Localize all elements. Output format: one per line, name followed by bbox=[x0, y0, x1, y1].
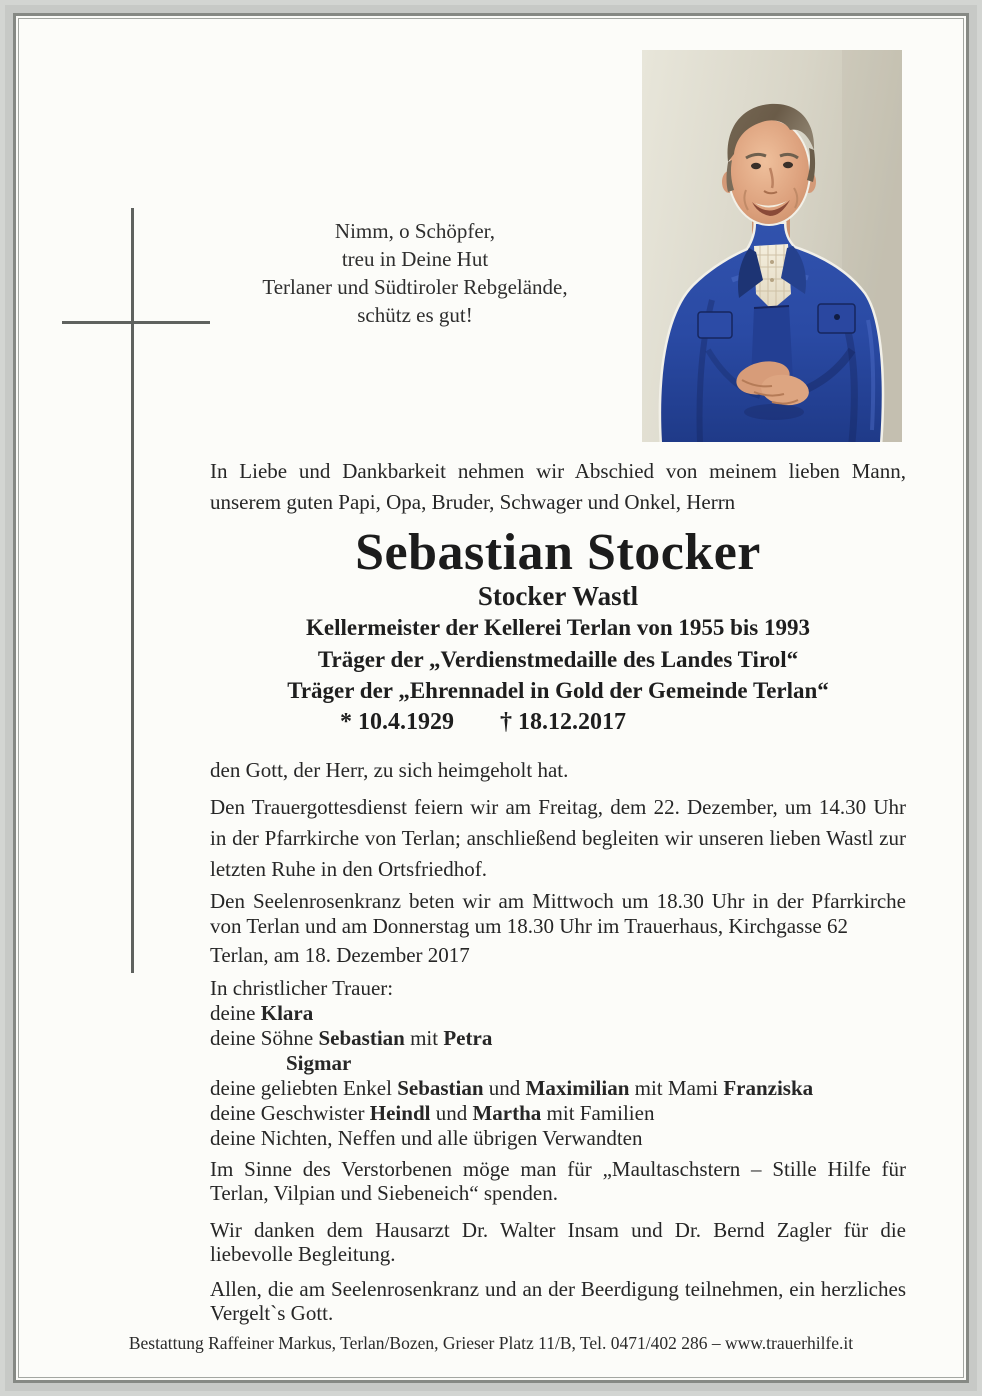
poem-line: treu in Deine Hut bbox=[341, 247, 489, 271]
intro-paragraph: In Liebe und Dankbarkeit nehmen wir Abschied von meinem lieben Mann, unserem guten Papi, Opa, Bruder, Schwager und Onkel, Herrn bbox=[210, 459, 906, 514]
thanks-paragraph: Wir danken dem Hausarzt Dr. Walter Insam und Dr. Bernd Zagler für die liebevolle Begleitung. bbox=[210, 1217, 906, 1266]
mourner-name: Sebastian bbox=[397, 1075, 484, 1100]
mourner-line bbox=[210, 1001, 906, 1026]
death-date: † 18.12.2017 bbox=[500, 708, 626, 735]
mourner-line bbox=[210, 1101, 906, 1126]
mourner-name: Klara bbox=[260, 1000, 314, 1025]
taken-home-line: den Gott, der Herr, zu sich heimgeholt hat. bbox=[210, 757, 569, 782]
mourner-name: Petra bbox=[443, 1025, 493, 1050]
birth-date: * 10.4.1929 bbox=[340, 708, 454, 735]
mourner-line bbox=[210, 1026, 906, 1051]
mourner-line bbox=[210, 976, 906, 1001]
mourner-name: Heindl bbox=[369, 1100, 431, 1125]
mourner-text: deine Nichten, Neffen und alle übrigen Verwandten bbox=[210, 1125, 643, 1150]
poem-line: Terlaner und Südtiroler Rebgelände, bbox=[262, 275, 568, 299]
cross-icon bbox=[62, 321, 210, 324]
mourner-text: deine bbox=[210, 1000, 261, 1025]
life-dates bbox=[210, 707, 756, 737]
mourner-line bbox=[210, 1126, 906, 1151]
donation-request: Im Sinne des Verstorbenen möge man für „Maultaschstern – Stille Hilfe für Terlan, Vilpian und Siebeneich“ spenden. bbox=[210, 1156, 906, 1205]
place-date-line: Terlan, am 18. Dezember 2017 bbox=[210, 942, 470, 967]
funeral-info: Den Trauergottesdienst feiern wir am Freitag, dem 22. Dezember, um 14.30 Uhr in der Pfarrkirche von Terlan; anschließend begleiten wir unseren lieben Wastl zur letzten Ruhe in den Ortsfriedhof. bbox=[210, 794, 906, 881]
memorial-poem bbox=[230, 217, 600, 329]
mourner-line bbox=[210, 1051, 906, 1076]
mourner-text: deine geliebten Enkel bbox=[210, 1075, 398, 1100]
gratitude-paragraph: Allen, die am Seelenrosenkranz und an der Beerdigung teilnehmen, ein herzliches Vergelt`s Gott. bbox=[210, 1276, 906, 1325]
deceased-nickname: Stocker Wastl bbox=[477, 581, 639, 611]
mourners-list bbox=[210, 976, 906, 1151]
mourner-text: mit Familien bbox=[541, 1100, 655, 1125]
honor-line: Kellermeister der Kellerei Terlan von 1955 bis 1993 bbox=[305, 615, 811, 640]
rosary-info: Den Seelenrosenkranz beten wir am Mittwoch um 18.30 Uhr in der Pfarrkirche von Terlan und am Donnerstag um 18.30 Uhr im Trauerhaus, Kirchgasse 62 bbox=[210, 888, 906, 938]
announcement-body bbox=[210, 456, 906, 1326]
mourner-name: Franziska bbox=[723, 1075, 814, 1100]
portrait-photo bbox=[642, 50, 902, 442]
honor-line: Träger der „Ehrennadel in Gold der Gemeinde Terlan“ bbox=[287, 678, 829, 703]
mourner-name: Martha bbox=[472, 1100, 542, 1125]
mourner-name: Sebastian bbox=[318, 1025, 405, 1050]
mourner-name: Sigmar bbox=[286, 1050, 352, 1075]
poem-line: Nimm, o Schöpfer, bbox=[334, 219, 496, 243]
mourner-text: deine Geschwister bbox=[210, 1100, 370, 1125]
mourner-text: und bbox=[430, 1100, 473, 1125]
portrait-illustration bbox=[642, 50, 902, 442]
mourner-text: mit Mami bbox=[629, 1075, 724, 1100]
mourner-name: Maximilian bbox=[525, 1075, 630, 1100]
mourner-text: und bbox=[483, 1075, 526, 1100]
honor-line: Träger der „Verdienstmedaille des Landes Tirol“ bbox=[317, 646, 799, 672]
mourner-text: deine Söhne bbox=[210, 1025, 319, 1050]
funeral-home-footer: Bestattung Raffeiner Markus, Terlan/Bozen, Grieser Platz 11/B, Tel. 0471/402 286 – www.trauerhilfe.it bbox=[128, 1333, 854, 1353]
mourner-line bbox=[210, 1076, 906, 1101]
poem-line: schütz es gut! bbox=[357, 303, 473, 327]
mourner-text: mit bbox=[404, 1025, 444, 1050]
deceased-name: Sebastian Stocker bbox=[355, 524, 761, 581]
mourner-text: In christlicher Trauer: bbox=[210, 975, 394, 1000]
